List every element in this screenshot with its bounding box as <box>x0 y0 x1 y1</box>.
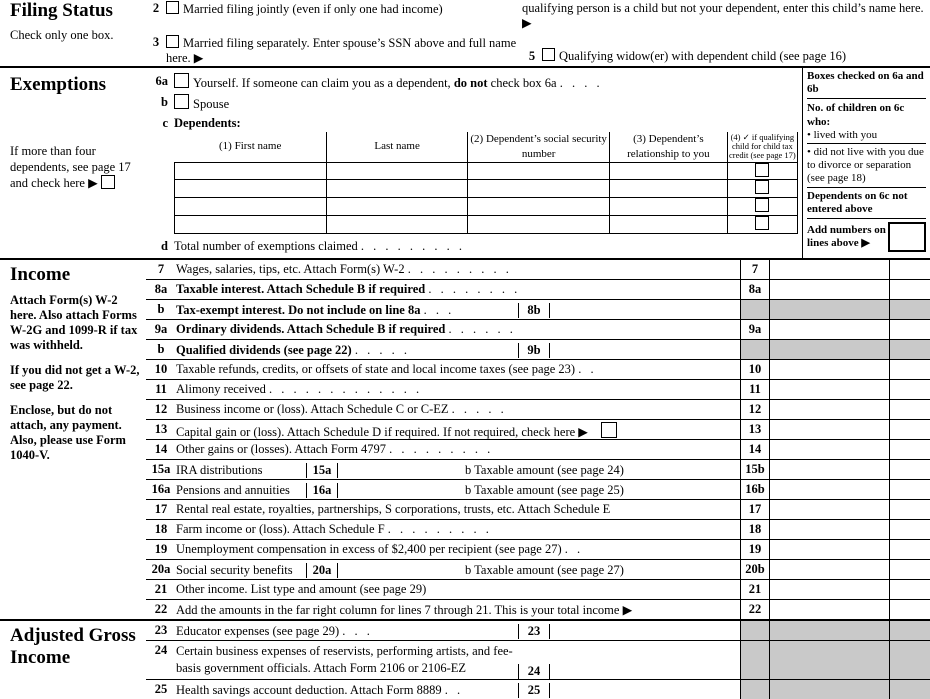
line-11-dots: . . . . . . . . . . . . . <box>269 381 423 396</box>
filing-status-5-checkbox[interactable] <box>542 48 555 61</box>
line-19-dots: . . <box>564 541 584 556</box>
line-15b-amount[interactable] <box>770 460 890 479</box>
filing-status-label-column <box>0 0 146 66</box>
dep-row1-rel[interactable] <box>609 162 727 180</box>
line-9b-shade <box>770 340 890 359</box>
line-15a-label: 15a <box>306 463 338 478</box>
income-row-7 <box>146 260 930 280</box>
line-24-shade <box>770 641 890 679</box>
income-note-2: If you did not get a W-2, see page 22. <box>10 362 140 392</box>
line-6d-text: Total number of exemptions claimed <box>174 239 358 253</box>
line-6a-text-post: check box 6a <box>490 76 557 90</box>
income-note-3: Enclose, but do not attach, any payment. Also, please use Form 1040-V. <box>10 402 126 462</box>
line-7-cents[interactable] <box>890 260 930 279</box>
dep-row2-ssn[interactable] <box>468 180 610 198</box>
line-8a-dots: . . . . . . . . <box>428 281 521 296</box>
income-row-12 <box>146 400 930 420</box>
line-11-number: 11 <box>155 381 167 396</box>
dep-row4-ssn[interactable] <box>468 216 610 234</box>
line-16b-cents[interactable] <box>890 480 930 499</box>
line-9b-number: b <box>157 341 165 356</box>
line-10-text: Taxable refunds, credits, or offsets of state and local income taxes (see page 23) <box>176 361 576 376</box>
exemptions-heading: Exemptions <box>10 74 107 95</box>
filing-status-section <box>0 0 930 68</box>
line-9b-colA <box>740 340 770 359</box>
line-12-label: 12 <box>740 400 770 419</box>
dep-col1-header: (1) First name <box>175 132 327 163</box>
line-22-cents[interactable] <box>890 600 930 619</box>
line-8a-cents[interactable] <box>890 280 930 299</box>
line-24-colA <box>740 641 770 679</box>
line-15b-cents[interactable] <box>890 460 930 479</box>
dep-col1b-header: Last name <box>326 132 468 163</box>
line-12-number: 12 <box>154 401 168 416</box>
line-16b-label: 16b <box>740 480 770 499</box>
line-20a-label: 20a <box>306 563 338 578</box>
line-24-label: 24 <box>518 664 550 679</box>
filing-status-3-number: 3 <box>152 35 160 49</box>
income-row-8b <box>146 300 930 320</box>
line-24-text: Certain business expenses of reservists, performing artists, and fee-basis government officials. Attach Form 2106 or 2106-EZ <box>176 643 513 676</box>
line-21-cents[interactable] <box>890 580 930 599</box>
line-20b-amount[interactable] <box>770 560 890 579</box>
income-label-column <box>0 260 146 619</box>
line-8b-shade-cents <box>890 300 930 319</box>
dep-row2-checkbox[interactable] <box>755 180 769 194</box>
dep-col2-header: (2) Dependent’s social security number <box>468 132 610 163</box>
line-17-label: 17 <box>740 500 770 519</box>
income-row-19 <box>146 540 930 560</box>
income-lines <box>146 260 930 619</box>
filing-status-heading: Filing Status <box>10 0 113 21</box>
line-9a-label: 9a <box>740 320 770 339</box>
dep-row4-ctc[interactable] <box>727 216 797 234</box>
agi-heading: Adjusted Gross Income <box>10 624 136 668</box>
agi-row-25 <box>146 680 930 699</box>
line-10-number: 10 <box>154 361 168 376</box>
line-21-amount[interactable] <box>770 580 890 599</box>
line-25-colA <box>740 680 770 699</box>
filing-status-5-label: Qualifying widow(er) with dependent child (see page 16) <box>559 49 847 63</box>
filing-status-2-checkbox[interactable] <box>166 1 179 14</box>
line-7-number: 7 <box>157 261 165 276</box>
dep-row1-ssn[interactable] <box>468 162 610 180</box>
children-lived-with-you: • lived with you <box>807 128 878 141</box>
income-row-16 <box>146 480 930 500</box>
line-10-amount[interactable] <box>770 360 890 379</box>
line-14-label: 14 <box>740 440 770 459</box>
exemptions-label-column <box>0 68 146 258</box>
line-23-dots: . . . <box>342 623 373 638</box>
agi-section <box>0 621 930 699</box>
dep-row1-checkbox[interactable] <box>755 163 769 177</box>
dep-col4-header: (4) ✓ if qualifying child for child tax credit (see page 17) <box>727 132 797 163</box>
line-23-text: Educator expenses (see page 29) <box>176 623 340 638</box>
dep-row3-last[interactable] <box>326 198 468 216</box>
dependents-table <box>174 132 798 234</box>
income-row-22 <box>146 600 930 619</box>
dep-row4-checkbox[interactable] <box>755 216 769 230</box>
line-12-cents[interactable] <box>890 400 930 419</box>
line-8a-amount[interactable] <box>770 280 890 299</box>
line-8b-label: 8b <box>518 303 550 318</box>
line-21-number: 21 <box>154 581 168 596</box>
line-11-text: Alimony received <box>176 381 266 396</box>
line-9a-amount[interactable] <box>770 320 890 339</box>
line-15a-number: 15a <box>151 461 171 476</box>
income-row-8a <box>146 280 930 300</box>
line-18-amount[interactable] <box>770 520 890 539</box>
dependents-rule <box>807 218 926 219</box>
line-18-dots: . . . . . . . . . <box>387 521 492 536</box>
dep-row2-ctc[interactable] <box>727 180 797 198</box>
line-25-label: 25 <box>518 683 550 698</box>
agi-label-column <box>0 621 146 699</box>
children-label: No. of children on 6c who: <box>807 102 905 128</box>
line-7-text: Wages, salaries, tips, etc. Attach Form(s) W-2 <box>176 261 405 276</box>
line-13-label: 13 <box>740 420 770 439</box>
dep-row1-last[interactable] <box>326 162 468 180</box>
income-note-1: Attach Form(s) W-2 here. Also attach Forms W-2G and 1099-R if tax was withheld. <box>10 292 138 352</box>
line-16a-label: 16a <box>306 483 338 498</box>
dep-row3-first[interactable] <box>175 198 327 216</box>
line-22-label: 22 <box>740 600 770 619</box>
line-10-dots: . . <box>578 361 597 376</box>
line-9a-number: 9a <box>154 321 168 336</box>
line-16a-text: Pensions and annuities <box>176 482 290 497</box>
line-19-cents[interactable] <box>890 540 930 559</box>
dep-row1-ctc[interactable] <box>727 162 797 180</box>
line-17-cents[interactable] <box>890 500 930 519</box>
line-6c-letter: c <box>162 115 168 130</box>
exemptions-note: If more than four dependents, see page 17 and check here ▶ <box>10 144 131 191</box>
agi-row-23 <box>146 621 930 641</box>
more-dependents-checkbox[interactable] <box>101 175 115 189</box>
income-row-10 <box>146 360 930 380</box>
line-18-number: 18 <box>154 521 168 536</box>
line-17-amount[interactable] <box>770 500 890 519</box>
dep-row3-ctc[interactable] <box>727 198 797 216</box>
line-19-number: 19 <box>154 541 168 556</box>
children-rule-2 <box>807 187 926 188</box>
line-25-number: 25 <box>154 681 168 696</box>
line-18-label: 18 <box>740 520 770 539</box>
income-row-14 <box>146 440 930 460</box>
line-15b-text: b Taxable amount (see page 24) <box>465 462 624 477</box>
line-14-text: Other gains or (losses). Attach Form 4797 <box>176 441 387 456</box>
income-heading: Income <box>10 263 71 285</box>
line-13-amount[interactable] <box>770 420 890 439</box>
dep-row4-first[interactable] <box>175 216 327 234</box>
dep-row3-checkbox[interactable] <box>755 198 769 212</box>
line-23-shade-cents <box>890 621 930 640</box>
line-12-text: Business income or (loss). Attach Schedule C or C-EZ <box>176 401 449 416</box>
line-20a-number: 20a <box>151 561 171 576</box>
line-25-dots: . . <box>444 682 464 697</box>
line-7-label: 7 <box>740 260 770 279</box>
line-16a-number: 16a <box>151 481 171 496</box>
line-10-label: 10 <box>740 360 770 379</box>
dep-row2-first[interactable] <box>175 180 327 198</box>
line-9b-shade-cents <box>890 340 930 359</box>
line-9a-text: Ordinary dividends. Attach Schedule B if required <box>176 321 446 336</box>
line-23-shade <box>770 621 890 640</box>
income-row-21 <box>146 580 930 600</box>
income-row-9b <box>146 340 930 360</box>
line-6c-text: Dependents: <box>174 115 241 130</box>
dep-row2-rel[interactable] <box>609 180 727 198</box>
income-row-11 <box>146 380 930 400</box>
line-17-text: Rental real estate, royalties, partnerships, S corporations, trusts, etc. Attach Schedule E <box>176 501 611 516</box>
line-20b-cents[interactable] <box>890 560 930 579</box>
children-divorce: • did not live with you due to divorce or separation (see page 18) <box>807 145 924 185</box>
line-22-number: 22 <box>154 601 168 616</box>
line-15b-label: 15b <box>740 460 770 479</box>
line-13-checkbox[interactable] <box>601 422 617 438</box>
line-8b-number: b <box>157 301 165 316</box>
line-6b-text: Spouse <box>193 96 230 111</box>
line-6a-text-pre: Yourself. If someone can claim you as a dependent, <box>193 76 451 90</box>
line-23-label: 23 <box>518 624 550 639</box>
dep-row1-first[interactable] <box>175 162 327 180</box>
boxes-checked-rule <box>807 98 926 99</box>
filing-status-2-number: 2 <box>152 1 160 15</box>
line-6d-dots: . . . . . . . . . <box>360 239 466 253</box>
dep-row4-rel[interactable] <box>609 216 727 234</box>
line-13-number: 13 <box>154 421 168 436</box>
line-21-label: 21 <box>740 580 770 599</box>
line-6d-letter: d <box>161 239 168 253</box>
filing-status-options <box>146 0 930 66</box>
income-row-9a <box>146 320 930 340</box>
line-11-cents[interactable] <box>890 380 930 399</box>
income-row-20 <box>146 560 930 580</box>
line-23-colA <box>740 621 770 640</box>
agi-lines <box>146 621 930 699</box>
dep-row3-ssn[interactable] <box>468 198 610 216</box>
add-numbers-label: Add numbers on lines above ▶ <box>807 223 886 249</box>
filing-status-5-number: 5 <box>528 49 536 63</box>
line-13-cents[interactable] <box>890 420 930 439</box>
income-row-15 <box>146 460 930 480</box>
dependents-not-entered: Dependents on 6c not entered above <box>807 189 908 215</box>
line-20b-label: 20b <box>740 560 770 579</box>
line-23-number: 23 <box>154 622 168 637</box>
line-17-number: 17 <box>154 501 168 516</box>
dep-col3-header: (3) Dependent’s relationship to you <box>609 132 727 163</box>
line-9b-text: Qualified dividends (see page 22) <box>176 342 352 357</box>
line-16b-amount[interactable] <box>770 480 890 499</box>
line-11-label: 11 <box>740 380 770 399</box>
line-18-text: Farm income or (loss). Attach Schedule F <box>176 521 385 536</box>
filing-status-2-label: Married filing jointly (even if only one had income) <box>183 2 443 16</box>
line-25-text: Health savings account deduction. Attach Form 8889 <box>176 682 442 697</box>
line-6a-letter: 6a <box>155 74 168 88</box>
income-row-18 <box>146 520 930 540</box>
line-14-amount[interactable] <box>770 440 890 459</box>
line-18-cents[interactable] <box>890 520 930 539</box>
line-21-text: Other income. List type and amount (see page 29) <box>176 581 427 596</box>
exemptions-body <box>146 68 802 258</box>
line-8a-label: 8a <box>740 280 770 299</box>
line-19-amount[interactable] <box>770 540 890 559</box>
line-22-text: Add the amounts in the far right column for lines 7 through 21. This is your total income ▶ <box>176 602 633 617</box>
line-8a-text: Taxable interest. Attach Schedule B if required <box>176 281 426 296</box>
income-row-17 <box>146 500 930 520</box>
exemptions-section <box>0 68 930 260</box>
line-6a-checkbox[interactable] <box>174 73 189 88</box>
line-24-shade-cents <box>890 641 930 679</box>
line-24-number: 24 <box>154 642 168 657</box>
dep-row2-last[interactable] <box>326 180 468 198</box>
line-12-dots: . . . . . <box>451 401 507 416</box>
line-6b-checkbox[interactable] <box>174 94 189 109</box>
line-10-cents[interactable] <box>890 360 930 379</box>
filing-status-instruction: Check only one box. <box>10 28 114 42</box>
line-6b-letter: b <box>161 94 168 109</box>
filing-status-4-continued <box>522 1 930 31</box>
line-19-text: Unemployment compensation in excess of $2,400 per recipient (see page 27) <box>176 541 562 556</box>
line-14-cents[interactable] <box>890 440 930 459</box>
line-9a-cents[interactable] <box>890 320 930 339</box>
filing-status-3-label: Married filing separately. Enter spouse’s SSN above and full name here. ▶ <box>166 36 517 65</box>
line-6a-text-bold: do not <box>453 76 488 90</box>
line-8b-dots: . . . <box>423 302 455 317</box>
line-15a-text: IRA distributions <box>176 462 263 477</box>
agi-row-24 <box>146 641 930 680</box>
line-12-amount[interactable] <box>770 400 890 419</box>
line-6a-dots: . . . . <box>559 76 603 90</box>
line-14-dots: . . . . . . . . . <box>389 441 494 456</box>
filing-status-3-checkbox[interactable] <box>166 35 179 48</box>
line-9b-label: 9b <box>518 343 550 358</box>
line-8b-colA <box>740 300 770 319</box>
line-22-amount[interactable] <box>770 600 890 619</box>
line-9b-dots: . . . . . <box>354 342 410 357</box>
line-20b-text: b Taxable amount (see page 27) <box>465 562 624 577</box>
line-8b-text: Tax-exempt interest. Do not include on line 8a <box>176 302 421 317</box>
line-11-amount[interactable] <box>770 380 890 399</box>
income-section <box>0 260 930 621</box>
exemptions-summary-box <box>802 68 930 258</box>
line-8a-number: 8a <box>154 281 168 296</box>
children-rule-1 <box>807 143 926 144</box>
income-row-13 <box>146 420 930 440</box>
line-9a-dots: . . . . . . <box>448 321 516 336</box>
dep-row3-rel[interactable] <box>609 198 727 216</box>
total-exemptions-box[interactable] <box>888 222 926 252</box>
dep-row4-last[interactable] <box>326 216 468 234</box>
line-25-shade-cents <box>890 680 930 699</box>
line-16b-text: b Taxable amount (see page 25) <box>465 482 624 497</box>
line-19-label: 19 <box>740 540 770 559</box>
line-14-number: 14 <box>154 441 168 456</box>
line-7-dots: . . . . . . . . . <box>407 261 512 276</box>
line-8b-shade <box>770 300 890 319</box>
filing-status-4-label: qualifying person is a child but not your dependent, enter this child’s name here. ▶ <box>522 1 924 30</box>
line-13-text: Capital gain or (loss). Attach Schedule D if required. If not required, check here ▶ <box>176 424 588 439</box>
line-20a-text: Social security benefits <box>176 562 293 577</box>
line-7-amount[interactable] <box>770 260 890 279</box>
boxes-checked-label: Boxes checked on 6a and 6b <box>807 70 924 96</box>
line-25-shade <box>770 680 890 699</box>
